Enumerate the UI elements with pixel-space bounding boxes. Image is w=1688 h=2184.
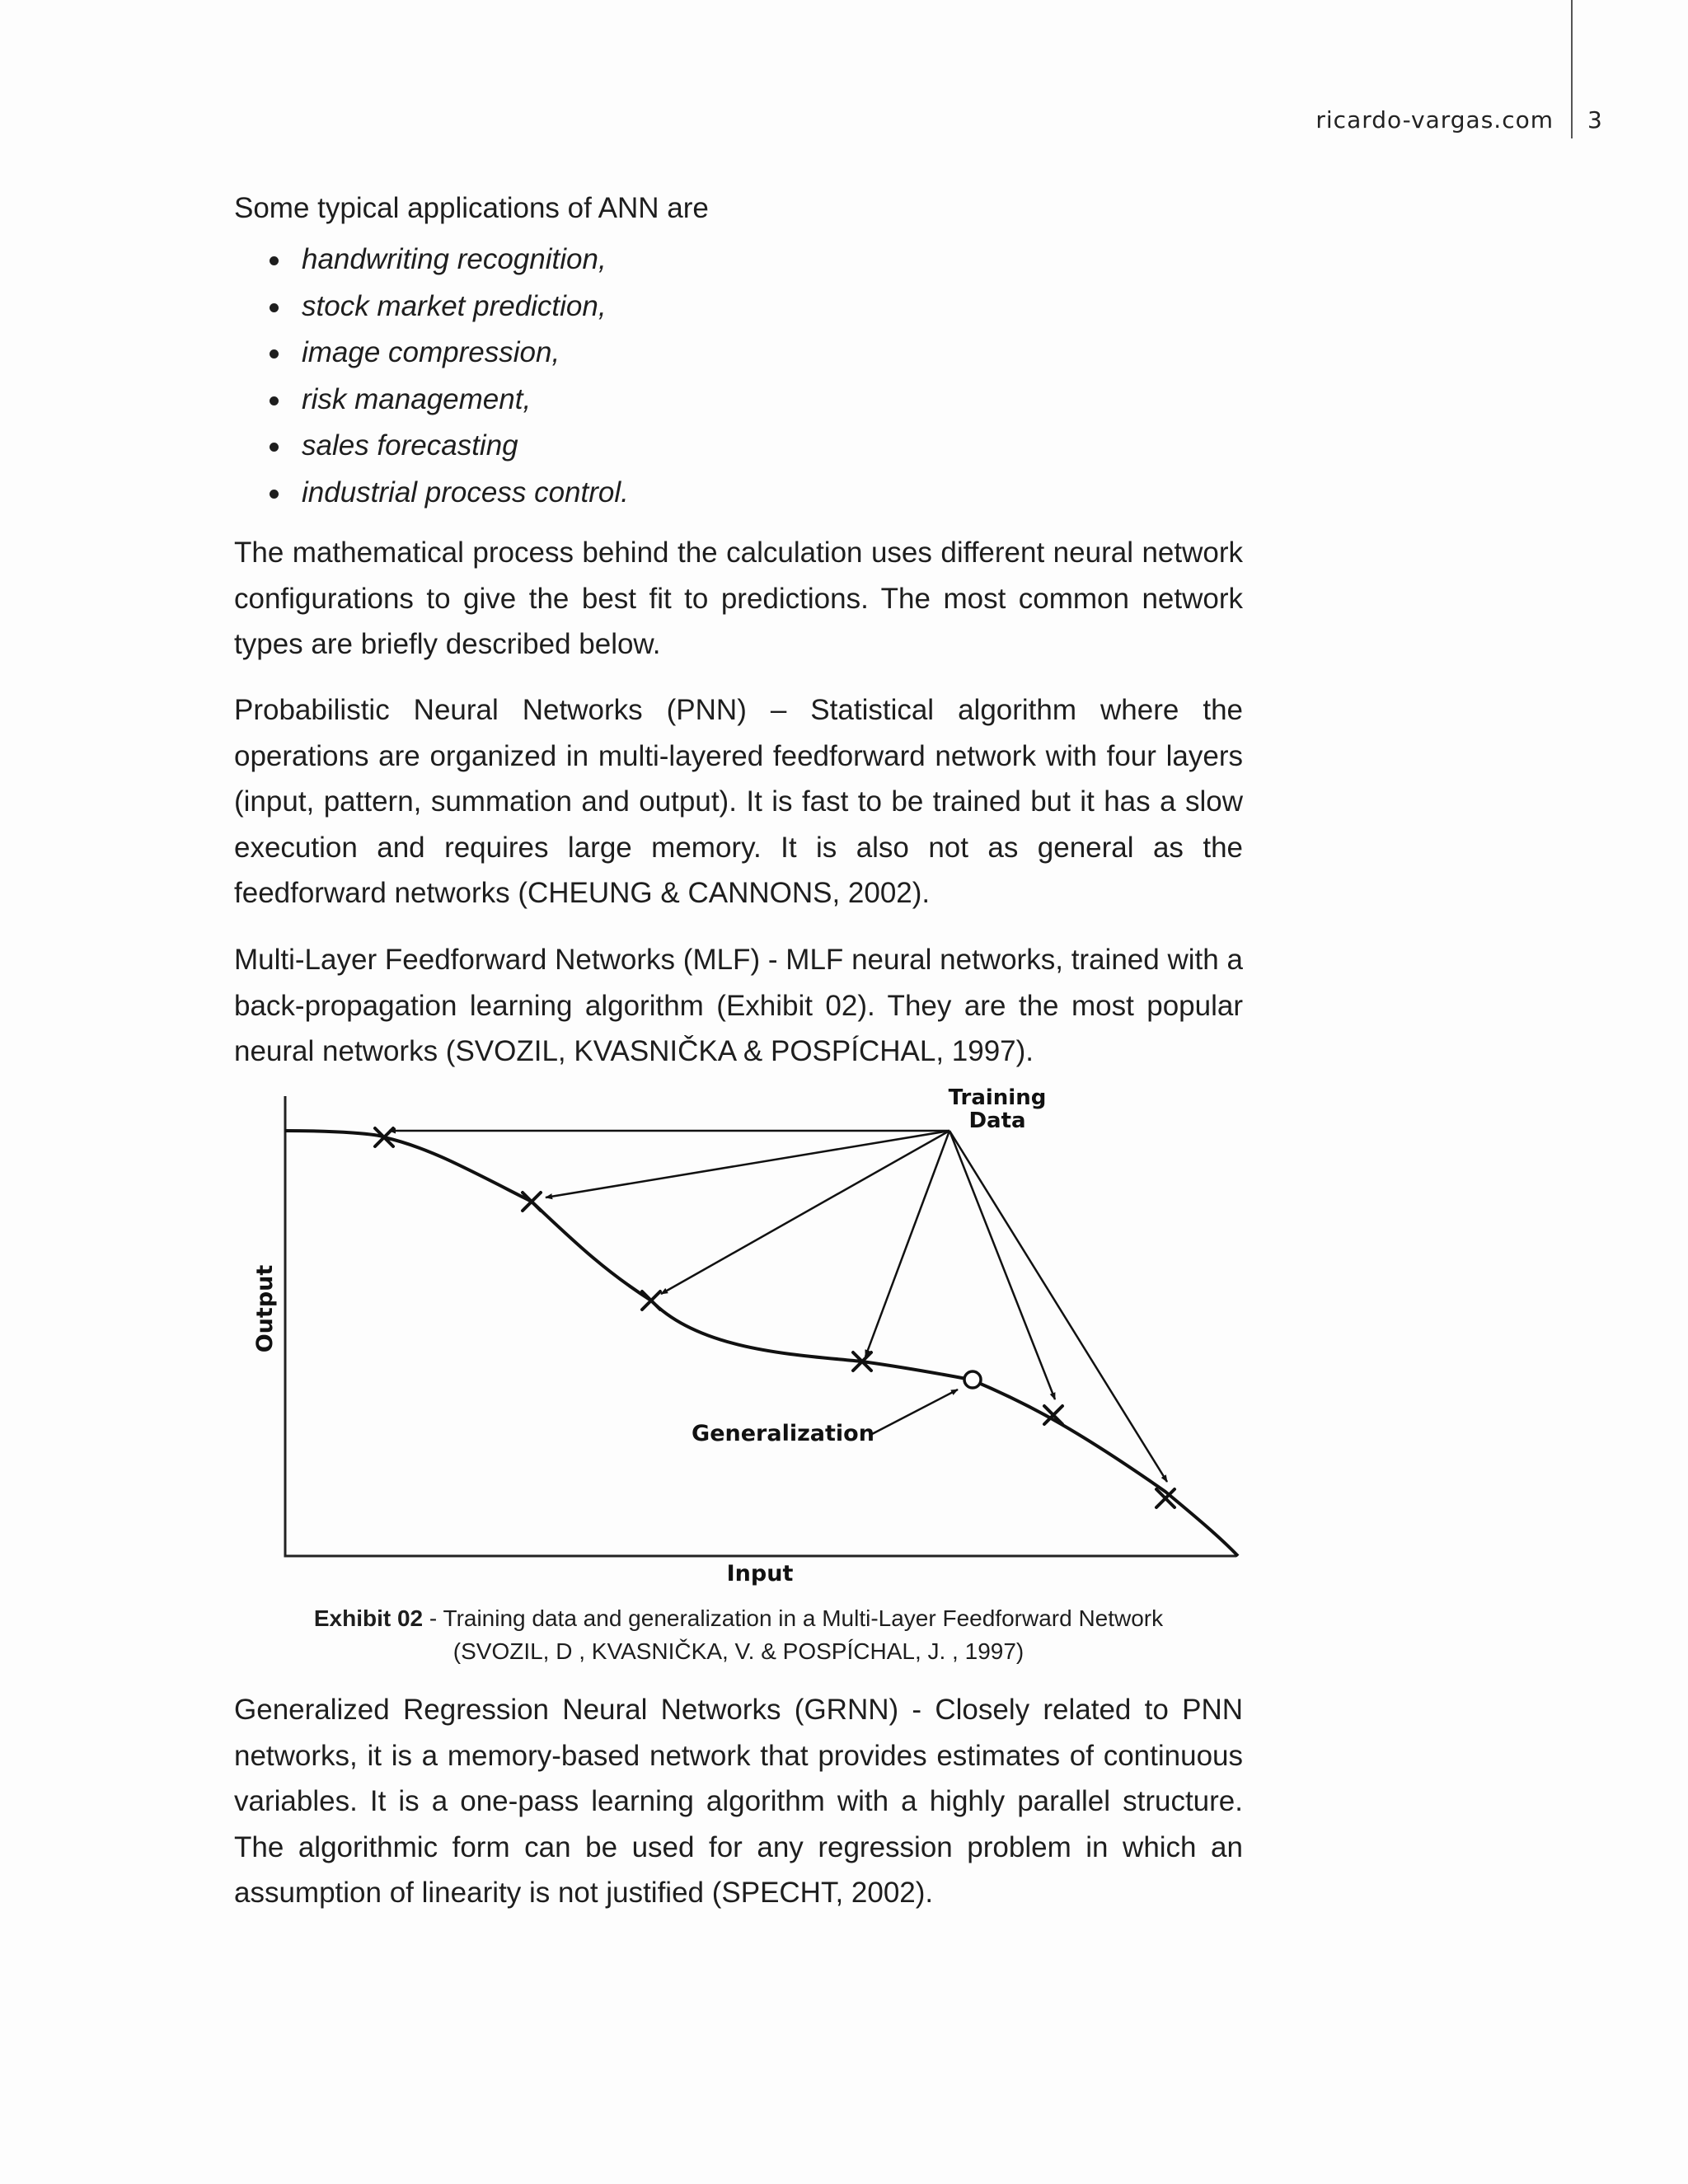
training-point-marker bbox=[523, 1193, 541, 1211]
list-item: image compression, bbox=[264, 330, 629, 377]
list-item: stock market prediction, bbox=[264, 284, 629, 330]
paragraph-mlf: Multi-Layer Feedforward Networks (MLF) - MLF neural networks, trained with a back-propagation learning algorithm (Exhibit 02). They are the most popular neural networks (SVOZIL, KVASNIČKA & POSPÍCHAL, 1997). bbox=[234, 944, 1243, 1067]
site-name[interactable]: ricardo-vargas.com bbox=[1315, 106, 1554, 134]
paragraph-math-process: The mathematical process behind the calculation uses different neural network configurations to give the best fit to predictions. The most common network types are briefly described below. bbox=[234, 537, 1243, 660]
generalization-point bbox=[964, 1371, 981, 1388]
list-item: risk management, bbox=[264, 377, 629, 424]
list-item: handwriting recognition, bbox=[264, 237, 629, 284]
list-item: industrial process control. bbox=[264, 470, 629, 517]
header-divider bbox=[1571, 0, 1573, 138]
paragraph-grnn: Generalized Regression Neural Networks (GRNN) - Closely related to PNN networks, it is a memory-based network that provides estimates of continuous variables. It is a one-pass learning algorithm with a highly parallel structure. The algorithmic form can be used for any regression problem in which an assumption of linearity is not justified (SPECHT, 2002). bbox=[234, 1694, 1243, 1909]
generalization-label: Generalization bbox=[692, 1421, 874, 1446]
figure-caption bbox=[234, 1602, 1243, 1635]
training-data-label: Data bbox=[968, 1108, 1026, 1133]
page-number: 3 bbox=[1587, 106, 1602, 134]
axes bbox=[285, 1096, 1236, 1556]
generalization-arrow bbox=[872, 1390, 958, 1434]
caption-text: - Training data and generalization in a Multi-Layer Feedforward Network bbox=[423, 1605, 1164, 1631]
x-axis-label: Input bbox=[726, 1561, 794, 1586]
training-data-label: Training bbox=[948, 1085, 1047, 1110]
training-arrow bbox=[865, 1131, 950, 1357]
paragraph-pnn: Probabilistic Neural Networks (PNN) – Statistical algorithm where the operations are organized in multi-layered feedforward network with four layers (input, pattern, summation and output). It is fast to be trained but it has a slow execution and requires large memory. It is also not as general as the feedforward networks (CHEUNG & CANNONS, 2002). bbox=[234, 694, 1243, 909]
caption-label: Exhibit 02 bbox=[313, 1605, 424, 1631]
y-axis-label: Output bbox=[252, 1264, 278, 1353]
training-arrow bbox=[950, 1131, 1055, 1399]
output-curve bbox=[285, 1131, 1238, 1556]
exhibit-02-figure bbox=[239, 1080, 1261, 1599]
figure-caption-source: (SVOZIL, D , KVASNIČKA, V. & POSPÍCHAL, J. , 1997) bbox=[452, 1638, 1025, 1664]
applications-list bbox=[264, 237, 629, 516]
training-point-marker bbox=[642, 1291, 660, 1310]
training-arrow bbox=[950, 1131, 1167, 1482]
list-item: sales forecasting bbox=[264, 423, 629, 470]
applications-intro: Some typical applications of ANN are bbox=[234, 192, 709, 224]
